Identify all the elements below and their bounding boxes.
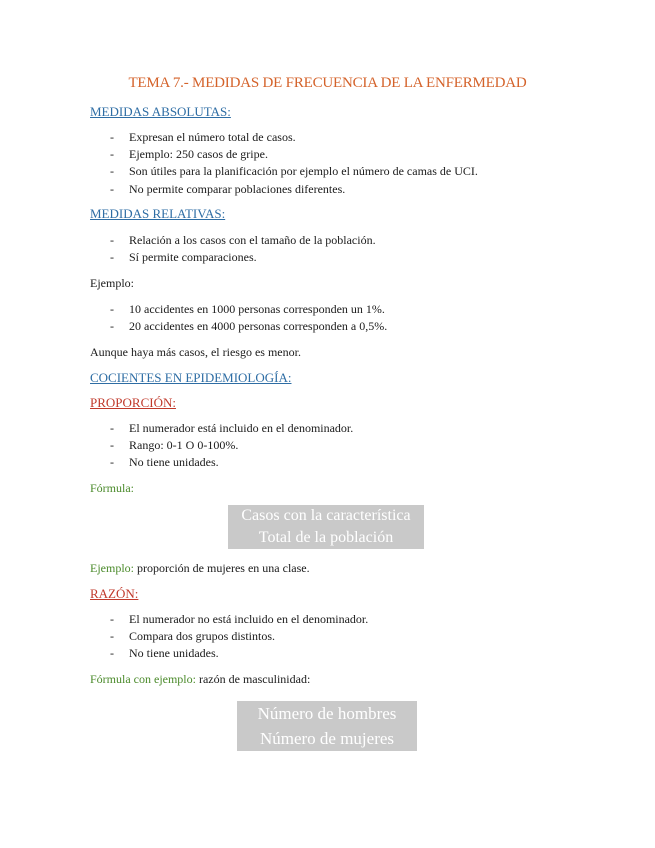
list-proporcion bbox=[110, 420, 353, 472]
list-item: - Rango: 0-1 O 0-100%. bbox=[110, 438, 239, 453]
formula-label: Fórmula: bbox=[90, 481, 134, 495]
list-item: - Compara dos grupos distintos. bbox=[110, 629, 275, 644]
list-item: - No tiene unidades. bbox=[110, 646, 219, 661]
proporcion-example bbox=[90, 561, 310, 576]
formula-denominator: Número de mujeres bbox=[259, 729, 395, 748]
list-item: - Sí permite comparaciones. bbox=[110, 250, 257, 265]
heading-cocientes: COCIENTES EN EPIDEMIOLOGÍA: bbox=[90, 370, 292, 385]
formula-denominator: Total de la población bbox=[258, 529, 394, 546]
list-item: - Son útiles para la planificación por ejemplo el número de camas de UCI. bbox=[110, 164, 478, 179]
heading-proporcion: PROPORCIÓN: bbox=[90, 395, 176, 410]
list-item: - Ejemplo: 250 casos de gripe. bbox=[110, 147, 268, 162]
list-item: - El numerador no está incluido en el denominador. bbox=[110, 612, 369, 626]
list-item: - No tiene unidades. bbox=[110, 455, 219, 470]
list-item: - El numerador está incluido en el denominador. bbox=[110, 421, 354, 435]
formula-con-ejemplo-label: Fórmula con ejemplo: bbox=[90, 672, 196, 686]
page-title: TEMA 7.- MEDIDAS DE FRECUENCIA DE LA ENFERMEDAD bbox=[128, 75, 527, 91]
formula-razon bbox=[237, 701, 417, 751]
list-razon bbox=[110, 611, 368, 663]
heading-medidas-relativas: MEDIDAS RELATIVAS: bbox=[90, 206, 226, 221]
example-text: proporción de mujeres en una clase. bbox=[134, 561, 310, 575]
list-item: - Relación a los casos con el tamaño de la población. bbox=[110, 233, 376, 247]
list-medidas-relativas bbox=[110, 232, 376, 266]
ejemplo-note: Aunque haya más casos, el riesgo es menor. bbox=[90, 345, 301, 359]
list-item: - No permite comparar poblaciones diferentes. bbox=[110, 181, 346, 196]
formula-con-ejemplo-text: razón de masculinidad: bbox=[195, 672, 311, 686]
formula-numerator: Casos con la característica bbox=[241, 507, 411, 524]
heading-medidas-absolutas: MEDIDAS ABSOLUTAS: bbox=[90, 104, 231, 119]
list-item: - Expresan el número total de casos. bbox=[110, 130, 296, 144]
example-label: Ejemplo: bbox=[90, 561, 134, 575]
ejemplo-label: Ejemplo: bbox=[90, 276, 134, 290]
list-ejemplo bbox=[110, 301, 387, 335]
heading-razon: RAZÓN: bbox=[90, 586, 139, 601]
list-item: - 20 accidentes en 4000 personas corresponden a 0,5%. bbox=[110, 319, 388, 334]
list-item: - 10 accidentes en 1000 personas corresponden un 1%. bbox=[110, 302, 385, 316]
formula-numerator: Número de hombres bbox=[257, 704, 397, 723]
list-medidas-absolutas bbox=[110, 129, 478, 198]
formula-proporcion bbox=[228, 505, 424, 549]
razon-formula-line bbox=[90, 672, 310, 687]
